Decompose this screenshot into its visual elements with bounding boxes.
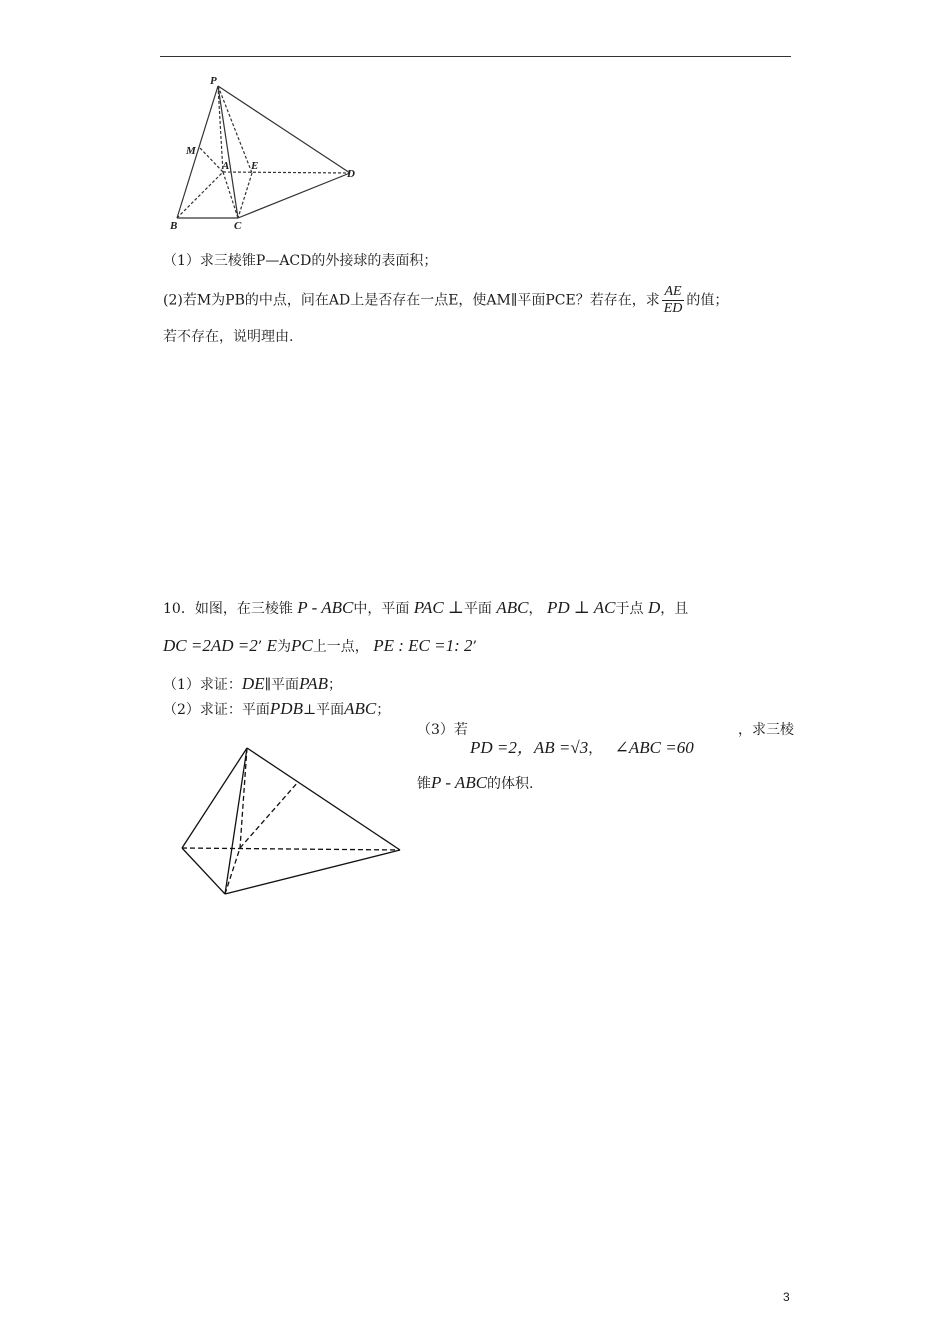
math-pc: PC: [291, 636, 313, 655]
label-E: E: [251, 160, 259, 172]
label-M: M: [186, 145, 196, 157]
math-e: E: [266, 636, 278, 655]
q10-line2: [163, 636, 477, 657]
math-dc: DC =2AD =2: [163, 636, 258, 655]
text: ∥平面: [264, 677, 300, 693]
text: （2）求证：平面: [163, 702, 270, 718]
label-A: A: [222, 160, 230, 172]
label-D: D: [347, 168, 355, 180]
math-pab: PAB: [299, 674, 329, 693]
text: ，且: [660, 601, 689, 617]
q9-part1: （1）求三棱锥P—ACD的外接球的表面积；: [163, 253, 438, 269]
header-rule: [160, 56, 791, 57]
q10-part1: [163, 674, 342, 695]
q10-part3-math: [470, 738, 694, 759]
math-pyramid: P - ABC: [431, 773, 488, 792]
q10-line1: [163, 598, 688, 619]
text: 上一点，: [312, 639, 369, 655]
text: ’: [472, 639, 477, 655]
math-plane-abc: ABC: [496, 598, 529, 617]
q10-intro: 10．如图，在三棱锥: [163, 601, 293, 617]
label-P: P: [210, 75, 217, 87]
text: ；: [328, 677, 343, 693]
label-C: C: [234, 220, 242, 232]
text: ⊥平面: [302, 702, 345, 718]
math-point-d: D: [647, 598, 661, 617]
text: ，: [588, 741, 603, 757]
page-number: 3: [783, 1290, 790, 1304]
fraction-numerator: AE: [662, 284, 685, 301]
q9-part2-end: 的值；: [686, 292, 729, 309]
q9-part2-cont: 若不存在，说明理由.: [163, 329, 294, 345]
text: ；: [376, 702, 391, 718]
text: ’: [257, 639, 263, 655]
q10-part3-b: ，求三棱: [738, 722, 794, 738]
text: （1）求证：: [163, 677, 242, 693]
math-plane-pac: PAC ⊥: [413, 598, 464, 617]
math-pdb: PDB: [269, 699, 303, 718]
text: 锥: [417, 776, 431, 792]
ratio-fraction: [662, 284, 685, 317]
text: 的体积.: [487, 776, 534, 792]
math-angle: ∠ABC =60: [614, 738, 694, 757]
label-B: B: [170, 220, 178, 232]
math-de: DE: [241, 674, 265, 693]
text: 为: [277, 639, 292, 655]
q9-part2-text: (2)若M为PB的中点，问在AD上是否存在一点E，使AM∥平面PCE？若存在，求: [163, 292, 660, 309]
text: 中，平面: [353, 601, 410, 617]
q10-part3-line2: [417, 773, 534, 794]
q10-part2: [163, 699, 390, 720]
q9-part2: [163, 284, 728, 317]
pyramid-figure-q9: [160, 72, 380, 237]
fraction-denominator: ED: [663, 301, 683, 316]
math-pd-perp: PD ⊥ AC: [546, 598, 616, 617]
math-abc: ABC: [344, 699, 377, 718]
text: ，: [528, 601, 543, 617]
math-ratio: PE : EC =1: 2: [373, 636, 473, 655]
math-given: PD =2，AB =√3: [470, 738, 589, 757]
text: 平面: [463, 601, 492, 617]
text: 于点: [615, 601, 644, 617]
q10-part3-a: （3）若: [417, 722, 468, 738]
pyramid-figure-q10: [170, 740, 410, 900]
math-pyramid: P - ABC: [297, 598, 354, 617]
